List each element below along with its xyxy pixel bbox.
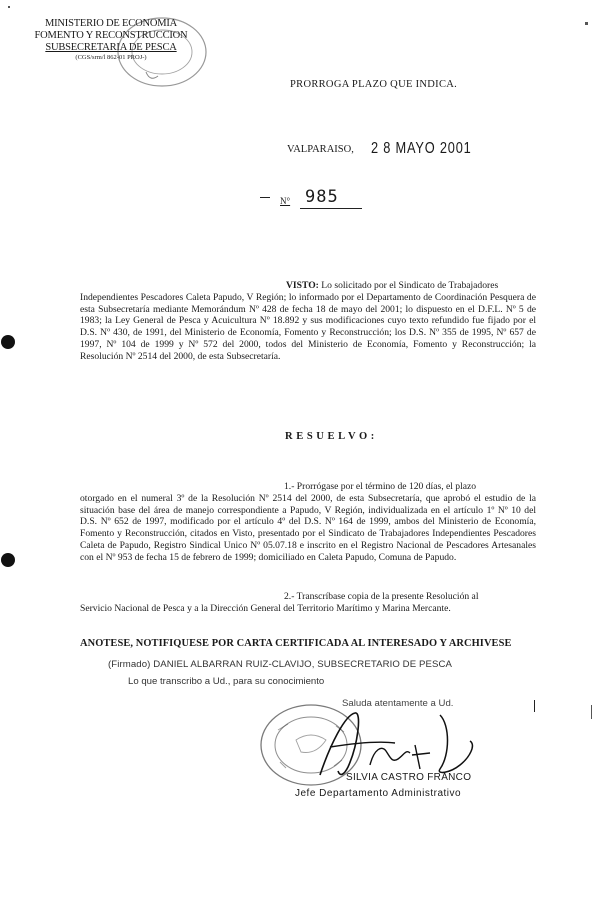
resolution-number: 985 (305, 187, 339, 207)
office-seal (112, 12, 212, 92)
number-underline (300, 208, 362, 209)
visto-first-line (80, 280, 536, 292)
scan-speck (8, 6, 10, 8)
article-1 (80, 481, 536, 564)
article-2 (80, 591, 536, 615)
article-1-body: otorgado en el numeral 3º de la Resolución Nº 2514 del 2000, de esta Subsecretaría, que aprobó el estudio de la situación base del área de manejo correspondiente a Papudo, V Región, individualizada en el artículo 1º Nº 10 del D.S. Nº 652 de 1997, modificado por el artículo 4º del D.S. Nº 164 de 1999, ambos del Ministerio de Economía, Fomento y Reconstrucción, citados en Visto, presentado por el Sindicato de Trabajadores Independientes Pescadores Caleta de Papudo, Registro Sindical Unico Nº 05.07.18 e inscrito en el Registro Nacional de Pescadores Artesanales con el Nº 953 de fecha 15 de febrero de 1999; domiciliado en Caleta Papudo, Comuna de Papudo. (80, 492, 536, 563)
scan-speck (585, 22, 588, 25)
letterhead-ministry: MINISTERIO DE ECONOMIA (44, 18, 178, 29)
right-margin-mark (534, 700, 535, 712)
greeting-line: Saluda atentamente a Ud. (342, 698, 454, 709)
visto-body: Independientes Pescadores Caleta Papudo, V Región; lo informado por el Departamento de Coordinación Pesquera de esta Subsecretaría mediante Memorándum Nº 428 de fecha 18 de mayo del 2001; lo dispuesto en el D.F.L. Nº 5 de 1983; la Ley General de Pesca y Acuicultura Nº 18.892 y sus modificaciones cuyo texto refundido fue fijado por el D.S. Nº 430, de 1991, del Ministerio de Economía, Fomento y Reconstrucción; los D.S. Nº 355 de 1995, Nº 657 de 1997, Nº 104 de 1999 y Nº 572 del 2000, todos del Ministerio de Economía, Fomento y Reconstrucción; la Resolución Nº 2514 del 2000, de esta Subsecretaría. (80, 291, 536, 362)
document-place: VALPARAISO, (287, 144, 354, 155)
resuelvo-heading: R E S U E L V O : (285, 431, 375, 442)
punch-hole-bottom (1, 553, 15, 567)
date-stamp: 2 8 MAYO 2001 (371, 140, 472, 157)
article-2-body: Servicio Nacional de Pesca y a la Dirección General del Territorio Marítimo y Marina Mercante. (80, 602, 451, 614)
scan-speck (591, 705, 592, 719)
document-subject: PRORROGA PLAZO QUE INDICA. (290, 79, 458, 90)
article-2-first-line: 2.- Transcríbase copia de la presente Resolución al (284, 591, 479, 602)
signatory-name: SILVIA CASTRO FRANCO (346, 772, 472, 783)
dash-mark (260, 197, 270, 198)
letterhead-subsecretaria: SUBSECRETARIA DE PESCA (45, 42, 177, 53)
number-prefix: N° (280, 196, 291, 206)
signed-by-line: (Firmado) DANIEL ALBARRAN RUIZ-CLAVIJO, SUBSECRETARIO DE PESCA (108, 659, 453, 670)
transcribe-line: Lo que transcribo a Ud., para su conocimiento (128, 676, 325, 687)
visto-first-text: Lo solicitado por el Sindicato de Trabajadores (321, 280, 499, 291)
letterhead-ministry-sub: FOMENTO Y RECONSTRUCCION (34, 30, 188, 41)
article-1-first-line: 1.- Prorrógase por el término de 120 días, el plazo (284, 481, 477, 492)
signatory-title: Jefe Departamento Administrativo (295, 788, 462, 799)
closing-formula: ANOTESE, NOTIFIQUESE POR CARTA CERTIFICADA AL INTERESADO Y ARCHIVESE (80, 638, 512, 649)
letterhead-reference: (CGS/srm/l 862-01 PROJ-) (75, 54, 147, 61)
visto-label: VISTO: (286, 280, 319, 291)
punch-hole-top (1, 335, 15, 349)
visto-paragraph (80, 280, 536, 363)
